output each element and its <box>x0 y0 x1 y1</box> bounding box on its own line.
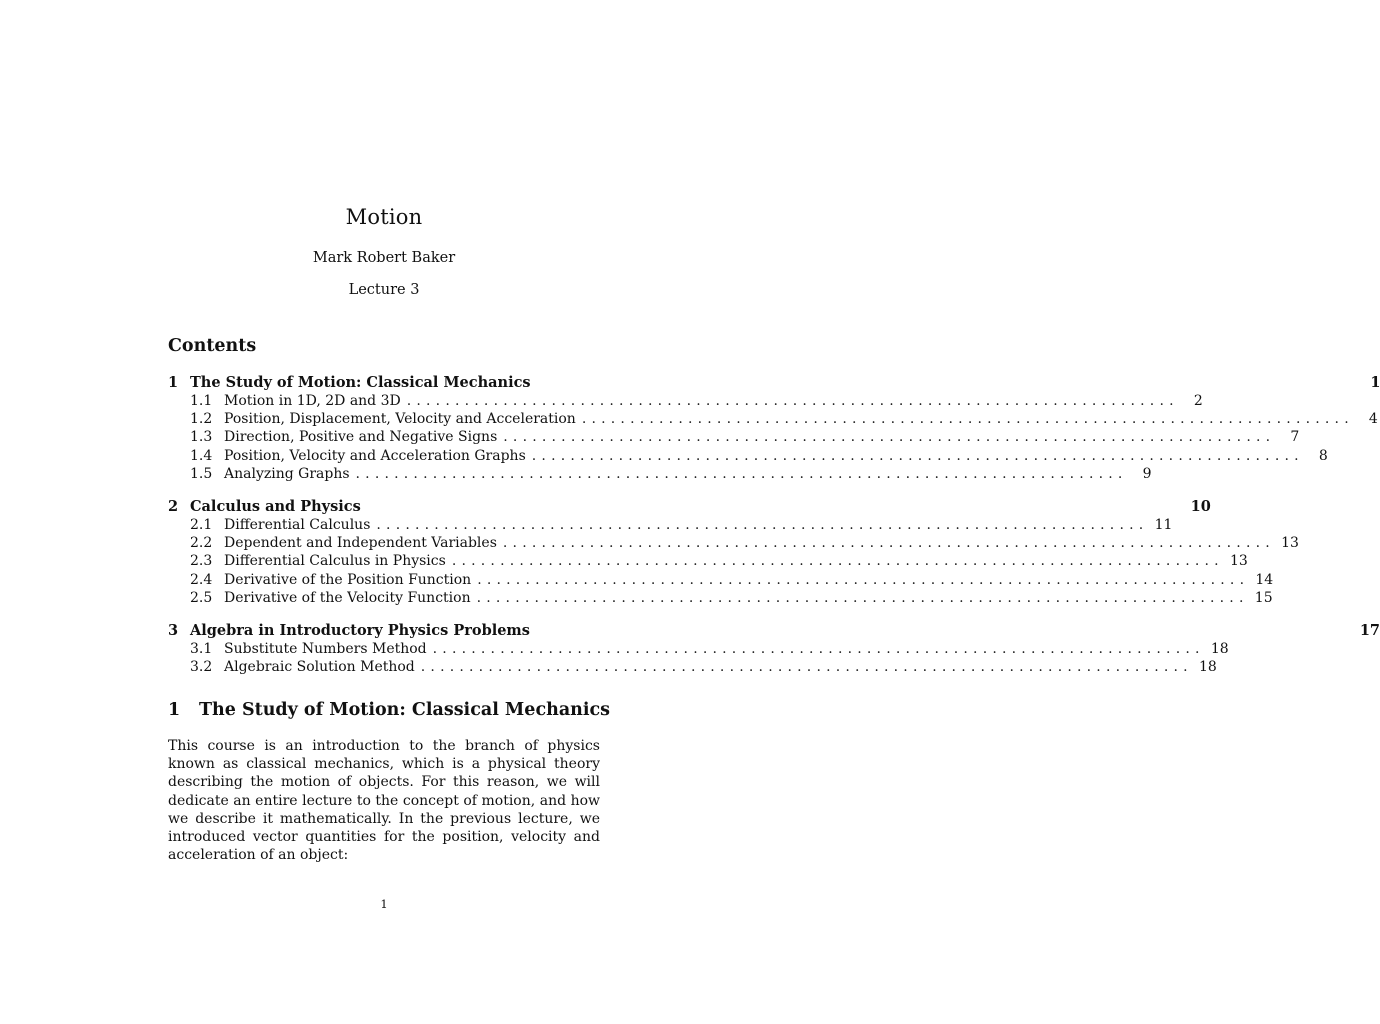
toc-entry[interactable] <box>168 534 1299 552</box>
toc-section <box>168 497 1299 607</box>
toc-title: Calculus and Physics <box>190 497 361 515</box>
toc-title: Algebraic Solution Method <box>224 659 415 676</box>
toc-page-number: 9 <box>1142 465 1152 482</box>
toc-section <box>168 373 1380 483</box>
toc-page-number: 14 <box>1255 571 1274 588</box>
body-paragraph: This course is an introduction to the branch of physics known as classical mechanics, which is a physical theory describing the motion of objects. For this reason, we will dedicate an entire lecture to the concept of motion, and how we describe it mathematically. In the previous lecture, we introduced vector quantities for the position, velocity and acceleration of an object: <box>168 738 600 864</box>
toc-leader: ................................................................................ <box>502 535 1275 552</box>
toc-leader: ................................................................................ <box>355 465 1128 482</box>
toc-entry[interactable] <box>168 447 1328 465</box>
toc-entry[interactable] <box>168 373 1380 392</box>
toc-number: 3.1 <box>190 640 213 657</box>
section-title: The Study of Motion: Classical Mechanics <box>199 700 611 720</box>
toc-number: 2.2 <box>190 535 213 552</box>
toc-leader: ................................................................................ <box>406 393 1179 409</box>
toc-title: Differential Calculus in Physics <box>224 553 446 570</box>
toc-entry[interactable] <box>168 465 1152 483</box>
toc-title: Dependent and Independent Variables <box>224 535 497 552</box>
toc-entry[interactable] <box>168 410 1378 428</box>
toc-page-number: 4 <box>1368 411 1378 428</box>
toc-entry[interactable] <box>168 658 1217 676</box>
toc-page-number: 13 <box>1230 553 1248 570</box>
toc-page-number: 15 <box>1254 589 1273 606</box>
toc-title: Analyzing Graphs <box>224 465 350 482</box>
page-number: 1 <box>380 897 388 911</box>
toc-title: Position, Velocity and Acceleration Graphs <box>224 447 526 464</box>
toc-page-number: 13 <box>1281 535 1299 552</box>
toc-number: 1.1 <box>190 393 213 409</box>
toc-page-number: 10 <box>1190 497 1211 515</box>
toc-page-number: 2 <box>1193 393 1203 409</box>
toc-title: Direction, Positive and Negative Signs <box>224 429 498 446</box>
toc-number: 1.5 <box>190 465 213 482</box>
toc-leader: ................................................................................ <box>581 411 1354 428</box>
toc-number: 1.3 <box>190 429 213 446</box>
toc-number: 2 <box>168 497 179 515</box>
toc-entry[interactable] <box>168 552 1248 570</box>
toc-number: 2.5 <box>190 589 213 606</box>
toc-number: 3 <box>168 621 179 639</box>
contents-heading: Contents <box>168 336 257 356</box>
toc-number: 1.4 <box>190 447 213 464</box>
toc-number: 1 <box>168 374 179 391</box>
toc-leader: ................................................................................ <box>476 589 1249 606</box>
toc-entry[interactable] <box>168 589 1273 607</box>
toc-leader: ................................................................................ <box>376 516 1149 533</box>
toc-title: Position, Displacement, Velocity and Acceleration <box>224 411 576 428</box>
document-title: Motion <box>345 205 423 229</box>
toc-number: 2.4 <box>190 571 213 588</box>
toc-section <box>168 621 1380 676</box>
toc-entry[interactable] <box>168 497 1211 516</box>
toc-page-number: 1 <box>1370 374 1380 391</box>
toc-title: The Study of Motion: Classical Mechanics <box>190 374 531 391</box>
toc-page-number: 17 <box>1359 621 1380 639</box>
toc-title: Differential Calculus <box>224 516 371 533</box>
toc-number: 1.2 <box>190 411 213 428</box>
toc-title: Derivative of the Position Function <box>224 571 472 588</box>
toc-leader: ................................................................................ <box>531 447 1304 464</box>
toc-entry[interactable] <box>168 516 1173 534</box>
toc-leader: ................................................................................ <box>503 429 1276 446</box>
toc-leader: ................................................................................ <box>432 640 1205 657</box>
toc-page-number: 7 <box>1290 429 1300 446</box>
toc-entry[interactable] <box>168 392 1203 410</box>
section-heading <box>168 700 610 720</box>
toc-entry[interactable] <box>168 571 1274 589</box>
toc-entry[interactable] <box>168 428 1300 446</box>
toc-page-number: 18 <box>1210 640 1229 657</box>
toc-entry[interactable] <box>168 621 1380 640</box>
toc-title: Substitute Numbers Method <box>224 640 427 657</box>
section-number: 1 <box>168 700 181 720</box>
toc-number: 2.1 <box>190 516 213 533</box>
toc-title: Algebra in Introductory Physics Problems <box>190 621 530 639</box>
toc-number: 2.3 <box>190 553 213 570</box>
document-date: Lecture 3 <box>348 282 420 298</box>
toc-page-number: 11 <box>1154 516 1173 533</box>
toc-entry[interactable] <box>168 640 1229 658</box>
toc-page-number: 18 <box>1198 659 1217 676</box>
toc-title: Derivative of the Velocity Function <box>224 589 471 606</box>
toc-title: Motion in 1D, 2D and 3D <box>224 393 401 409</box>
document-author: Mark Robert Baker <box>312 250 456 266</box>
toc-leader: ................................................................................ <box>477 571 1250 588</box>
toc-page-number: 8 <box>1318 447 1328 464</box>
toc-number: 3.2 <box>190 659 213 676</box>
toc-leader: ................................................................................ <box>451 553 1224 570</box>
toc-leader: ................................................................................ <box>420 659 1193 676</box>
table-of-contents <box>168 373 1380 690</box>
